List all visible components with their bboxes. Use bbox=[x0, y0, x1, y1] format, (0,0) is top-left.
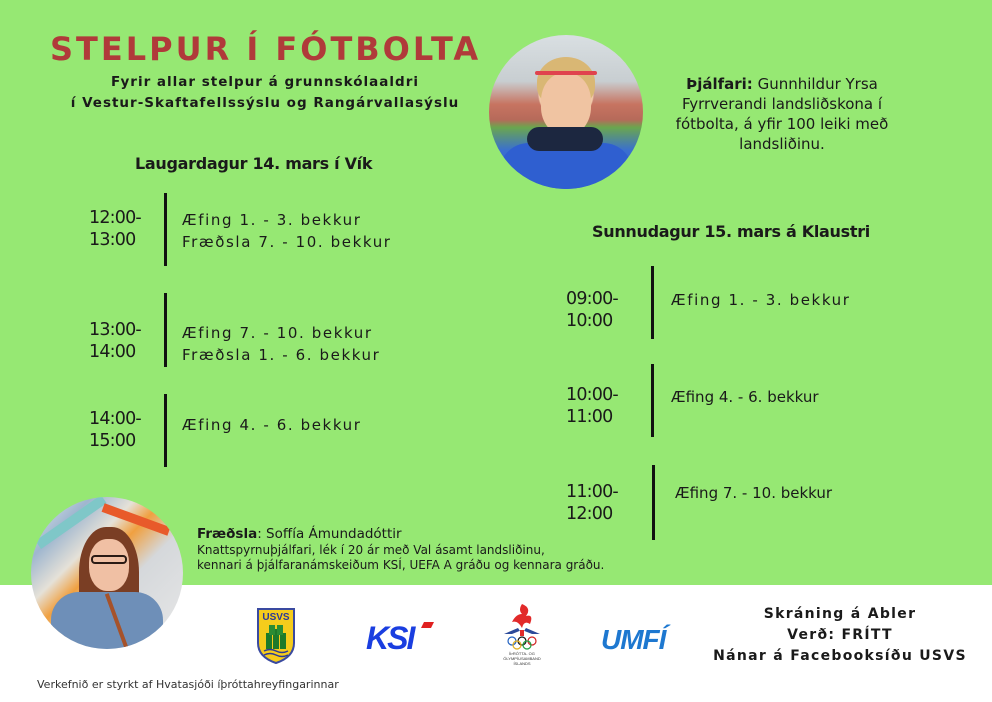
activity: Fræðsla 7. - 10. bekkur bbox=[182, 233, 392, 251]
slot-time-end: 13:00 bbox=[89, 230, 136, 250]
svg-text:ÍSLANDS: ÍSLANDS bbox=[513, 661, 531, 666]
trainer-headband bbox=[535, 71, 597, 75]
poster-title: STELPUR Í FÓTBOLTA bbox=[50, 30, 482, 68]
slot-time-end: 12:00 bbox=[566, 504, 613, 524]
slot-activities bbox=[182, 209, 392, 253]
trainer-info bbox=[662, 74, 902, 154]
teacher-photo bbox=[31, 497, 183, 649]
day1-heading: Laugardagur 14. mars í Vík bbox=[135, 154, 373, 173]
activity: Æfing 1. - 3. bekkur bbox=[671, 291, 851, 309]
activity: Æfing 7. - 10. bekkur bbox=[182, 324, 373, 342]
slot-divider bbox=[164, 293, 167, 367]
sponsor-note: Verkefnið er styrkt af Hvatasjóði íþróttahreyfingarinnar bbox=[37, 678, 339, 691]
activity: Fræðsla 1. - 6. bekkur bbox=[182, 346, 381, 364]
teacher-description-line: kennari á þjálfaranámskeiðum KSÍ, UEFA A gráðu og kennara gráðu. bbox=[197, 558, 605, 572]
trainer-description: Fyrrverandi landsliðskona í fótbolta, á yfir 100 leiki með landsliðinu. bbox=[675, 95, 889, 153]
svg-text:KSI: KSI bbox=[366, 620, 414, 652]
slot-time-start: 09:00- bbox=[566, 289, 618, 309]
activity: Æfing 4. - 6. bekkur bbox=[182, 416, 362, 434]
teacher-name: : Soffía Ámundadóttir bbox=[257, 526, 402, 542]
registration-info bbox=[690, 604, 990, 667]
teacher-label: Fræðsla bbox=[197, 526, 258, 542]
slot-divider bbox=[164, 394, 167, 467]
ksi-logo-icon bbox=[364, 620, 436, 652]
svg-text:USVS: USVS bbox=[262, 612, 290, 623]
slot-activities bbox=[675, 482, 832, 504]
slot-time-end: 15:00 bbox=[89, 431, 136, 451]
day2-heading: Sunnudagur 15. mars á Klaustri bbox=[592, 222, 870, 241]
svg-text:UMFÍ: UMFÍ bbox=[601, 624, 666, 653]
activity: Æfing 7. - 10. bekkur bbox=[675, 484, 833, 502]
slot-activities bbox=[182, 322, 380, 366]
teacher-description-line: Knattspyrnuþjálfari, lék í 20 ár með Val ásamt landsliðinu, bbox=[197, 543, 545, 557]
facebook-info-line: Nánar á Facebooksíðu USVS bbox=[713, 648, 967, 664]
slot-divider bbox=[651, 364, 654, 437]
slot-divider bbox=[651, 266, 654, 339]
trainer-photo bbox=[489, 35, 643, 189]
subtitle-line: í Vestur-Skaftafellssýslu og Rangárvallasýslu bbox=[70, 95, 460, 111]
svg-text:ÓLYMPÍUSAMBAND: ÓLYMPÍUSAMBAND bbox=[503, 656, 541, 661]
poster-subtitle bbox=[70, 72, 460, 114]
teacher-info bbox=[197, 526, 604, 573]
slot-time-end: 11:00 bbox=[566, 407, 613, 427]
slot-time-start: 11:00- bbox=[566, 482, 618, 502]
trainer-label: Þjálfari: bbox=[686, 75, 753, 93]
slot-time-start: 13:00- bbox=[89, 320, 141, 340]
price-line: Verð: FRÍTT bbox=[787, 627, 893, 643]
slot-activities bbox=[182, 414, 362, 436]
teacher-face bbox=[89, 539, 129, 591]
slot-divider bbox=[652, 465, 655, 540]
trainer-face bbox=[541, 73, 591, 135]
slot-activities bbox=[671, 289, 851, 311]
subtitle-line: Fyrir allar stelpur á grunnskólaaldri bbox=[111, 74, 419, 90]
registration-line: Skráning á Abler bbox=[763, 606, 917, 622]
trainer-name: Gunnhildur Yrsa bbox=[752, 75, 878, 93]
slot-time-start: 14:00- bbox=[89, 409, 141, 429]
slot-time-end: 14:00 bbox=[89, 342, 136, 362]
slot-divider bbox=[164, 193, 167, 266]
trainer-scarf bbox=[527, 127, 603, 151]
slot-time-start: 10:00- bbox=[566, 385, 618, 405]
slot-time-end: 10:00 bbox=[566, 311, 613, 331]
activity: Æfing 1. - 3. bekkur bbox=[182, 211, 362, 229]
slot-activities bbox=[671, 386, 819, 408]
umfi-logo-icon bbox=[599, 617, 673, 653]
svg-text:ÍÞRÓTTA- OG: ÍÞRÓTTA- OG bbox=[509, 651, 535, 656]
teacher-glasses bbox=[91, 555, 127, 564]
slot-time-start: 12:00- bbox=[89, 208, 141, 228]
isi-olympic-logo-icon bbox=[500, 600, 544, 668]
usvs-crest-icon bbox=[256, 607, 296, 665]
activity: Æfing 4. - 6. bekkur bbox=[671, 388, 819, 406]
teacher-label-line bbox=[197, 526, 604, 543]
